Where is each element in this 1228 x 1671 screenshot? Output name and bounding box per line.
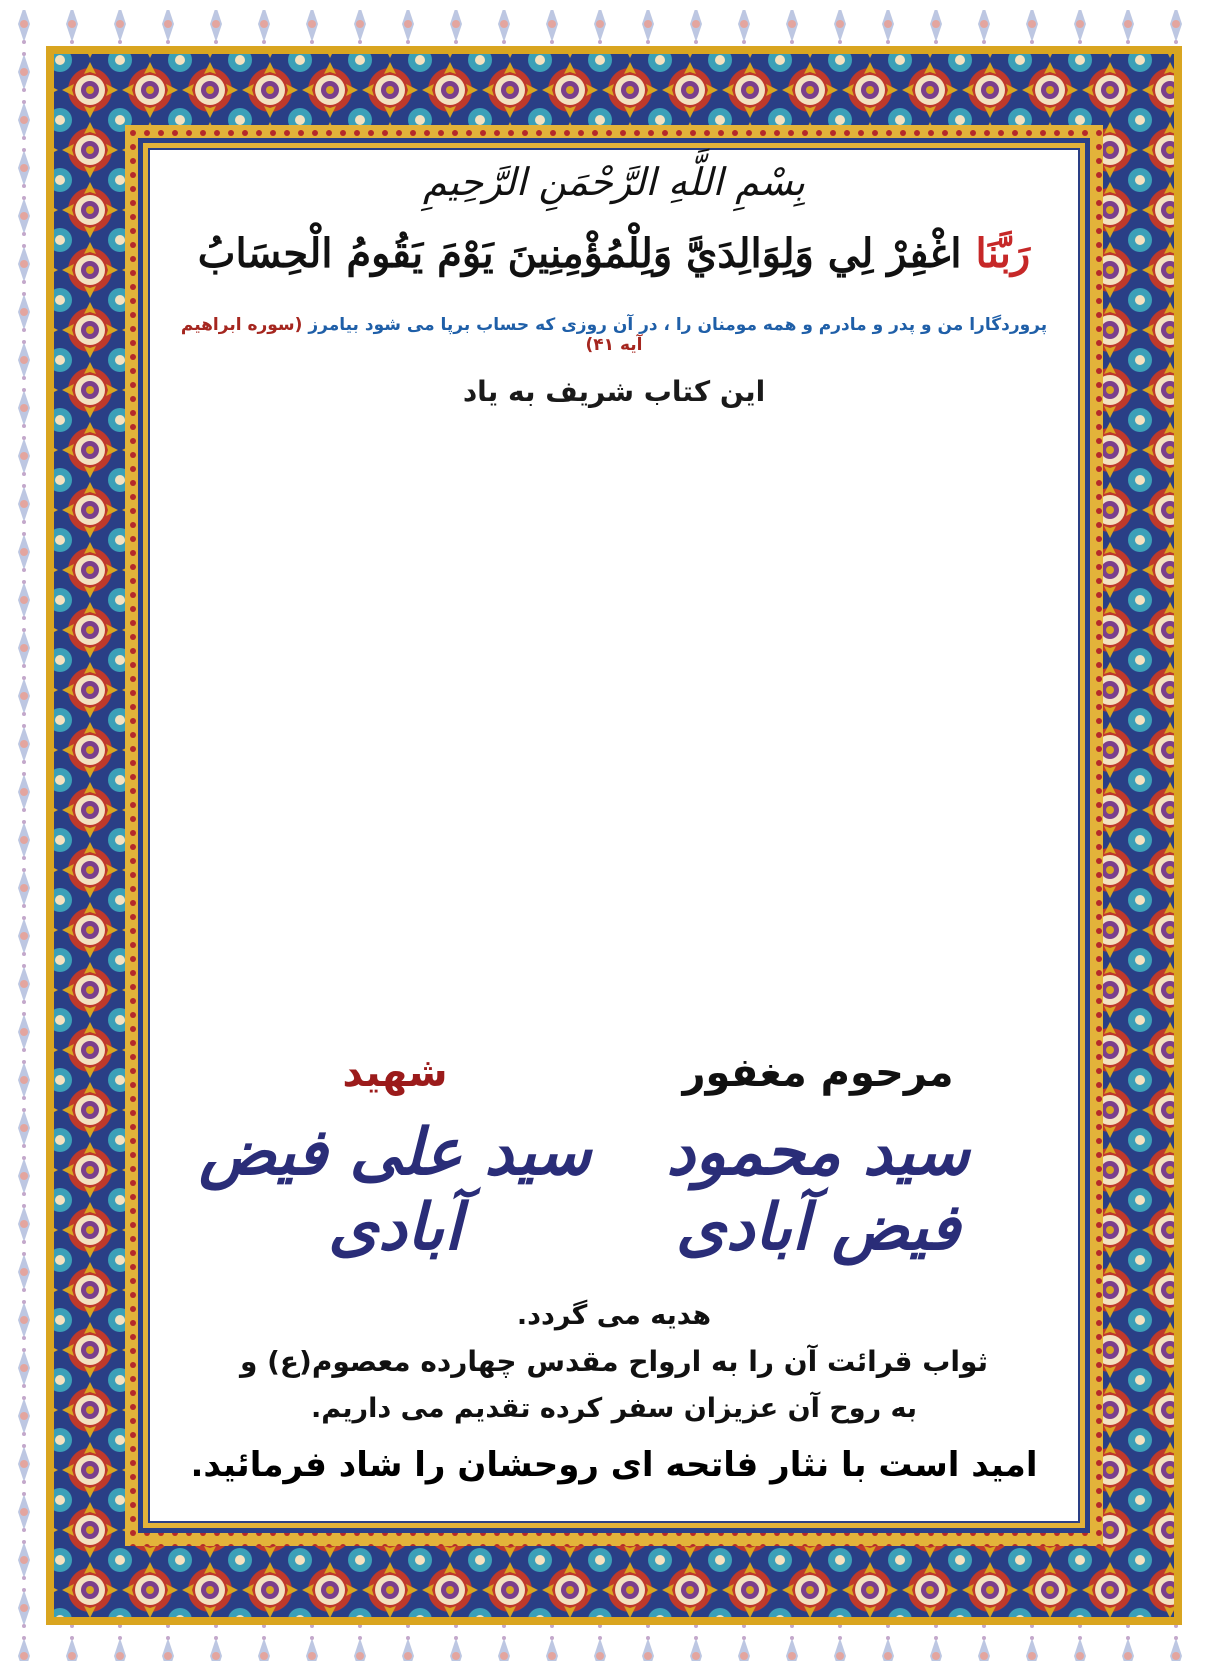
left-title: شهید bbox=[342, 1050, 448, 1096]
left-name: سید علی فیض آبادی bbox=[198, 1115, 592, 1265]
right-title: مرحوم مغفور bbox=[682, 1050, 954, 1096]
gift-text: هدیه می گردد. bbox=[516, 1300, 712, 1331]
dedication-line-2: به روح آن عزیزان سفر کرده تقدیم می داریم. bbox=[310, 1393, 918, 1424]
quran-verse bbox=[150, 230, 1078, 277]
hope-text: امید است با نثار فاتحه ای روحشان را شاد فرمائید. bbox=[190, 1445, 1038, 1485]
content-panel bbox=[148, 148, 1080, 1523]
verse-rest: اغْفِرْ لِي وَلِوَالِدَيَّ وَلِلْمُؤْمِنِينَ يَوْمَ يَقُومُ الْحِسَابُ bbox=[197, 230, 962, 277]
verse-reference: (سوره ابراهیم آیه ۴۱) bbox=[180, 315, 643, 355]
right-name: سید محمود فیض آبادی bbox=[666, 1115, 970, 1265]
translation-text: پروردگارا من و پدر و مادرم و همه مومنان را ، در آن روزی که حساب برپا می شود بیامرز bbox=[308, 315, 1048, 335]
basmala: بِسْمِ اللَّهِ الرَّحْمَنِ الرَّحِيمِ bbox=[423, 160, 805, 204]
dedication-line-1: ثواب قرائت آن را به ارواح مقدس چهارده معصوم(ع) و bbox=[239, 1345, 989, 1378]
verse-first-word: رَبَّنَا bbox=[975, 230, 1031, 277]
verse-translation bbox=[150, 315, 1078, 355]
intro-text: این کتاب شریف به یاد bbox=[462, 375, 766, 408]
